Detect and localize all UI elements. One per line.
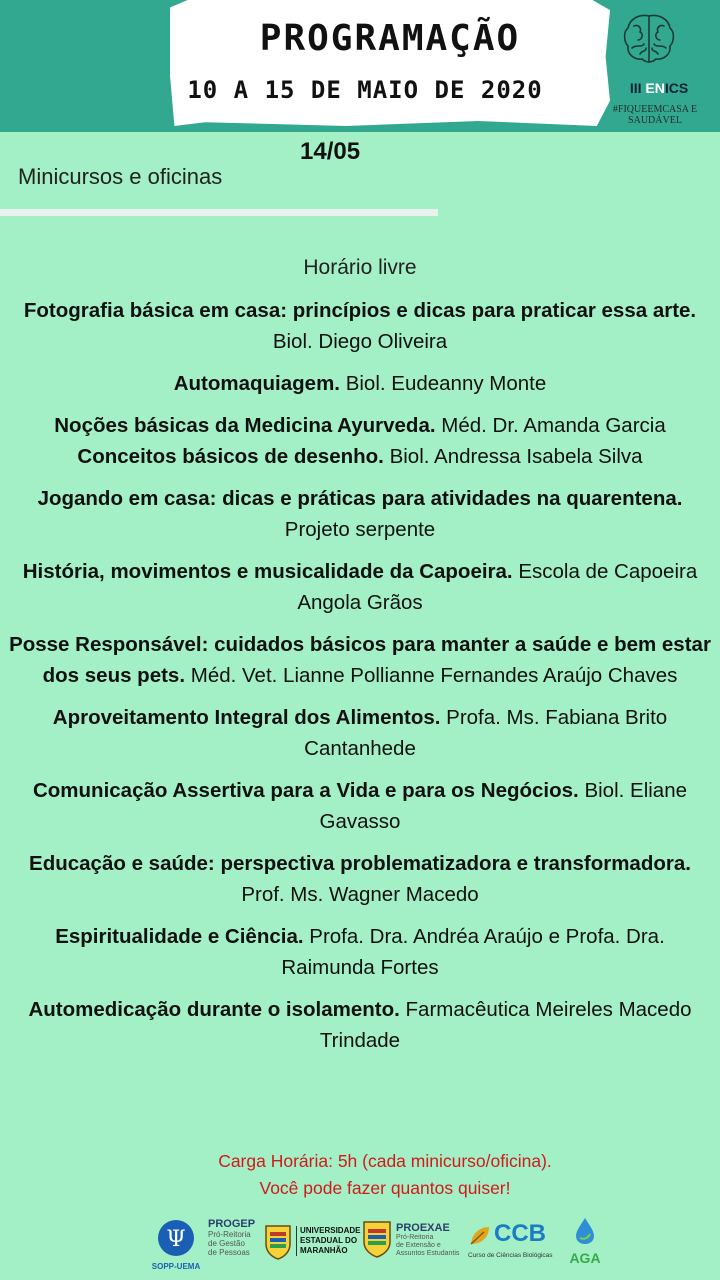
list-item — [8, 994, 712, 1056]
list-item — [8, 295, 712, 357]
brain-icon — [620, 10, 678, 68]
list-item — [8, 921, 712, 983]
uema-logo: UNIVERSIDADE ESTADUAL DO MARANHÃO — [264, 1222, 354, 1266]
item-speaker: Farmacêutica Meireles Macedo Trindade — [319, 998, 692, 1052]
section-title: Minicursos e oficinas — [18, 164, 223, 189]
proexae-logo: PROEXAE Pró-Reitoria de Extensão e Assuntos Estudantis — [362, 1220, 466, 1268]
item-title: Jogando em casa: dicas e práticas para atividades na quarentena. — [37, 487, 683, 510]
list-item — [8, 848, 712, 910]
list-item — [8, 702, 712, 764]
svg-text:Ψ: Ψ — [166, 1227, 186, 1252]
workload-line: Carga Horária: 5h (cada minicurso/oficina). — [218, 1151, 552, 1171]
item-title: História, movimentos e musicalidade da Capoeira. — [22, 560, 513, 583]
item-speaker: Profa. Dra. Andréa Araújo e Profa. Dra. Raimunda Fortes — [281, 925, 665, 979]
list-item — [8, 556, 712, 618]
list-item — [8, 410, 712, 441]
uema-crest-icon — [264, 1224, 292, 1260]
list-item — [8, 629, 712, 691]
water-drop-icon — [568, 1216, 602, 1246]
ccb-logo: CCB Curso de Ciências Biológicas — [468, 1220, 553, 1259]
page-title: PROGRAMAÇÃO — [259, 18, 521, 59]
item-speaker: Escola de Capoeira Angola Grãos — [297, 560, 698, 614]
item-title: Automaquiagem. — [173, 372, 340, 395]
workload-note — [160, 1148, 610, 1202]
event-hashtag: #FIQUEEMCASA E SAUDÁVEL — [612, 104, 698, 126]
workload-line: Você pode fazer quantos quiser! — [259, 1178, 511, 1198]
event-name: III ENICS — [629, 80, 689, 96]
item-speaker: Prof. Ms. Wagner Macedo — [241, 883, 479, 906]
item-speaker: Biol. Eudeanny Monte — [345, 372, 547, 395]
item-speaker: Méd. Dr. Amanda Garcia — [441, 414, 666, 437]
item-title: Aproveitamento Integral dos Alimentos. — [52, 706, 441, 729]
list-item — [8, 483, 712, 545]
event-dates: 10 A 15 DE MAIO DE 2020 — [187, 76, 543, 104]
item-title: Conceitos básicos de desenho. — [77, 445, 384, 468]
item-speaker: Biol. Diego Oliveira — [272, 330, 448, 353]
list-item — [8, 368, 712, 399]
item-title: Educação e saúde: perspectiva problematizadora e transformadora. — [29, 852, 691, 875]
sponsor-logos — [150, 1214, 620, 1274]
sopp-emblem-icon — [150, 1218, 202, 1258]
sopp-logo: Ψ SOPP-UEMA — [150, 1218, 202, 1268]
item-title: Fotografia básica em casa: princípios e dicas para praticar essa arte. — [23, 299, 697, 322]
schedule-list — [8, 252, 712, 1067]
item-title: Noções básicas da Medicina Ayurveda. — [54, 414, 436, 437]
item-speaker: Méd. Vet. Lianne Pollianne Fernandes Araújo Chaves — [190, 664, 678, 687]
progep-logo: PROGEP Pró-Reitoria de Gestão de Pessoas — [208, 1218, 256, 1257]
item-title: Automedicação durante o isolamento. — [28, 998, 400, 1021]
day-heading: 14/05 — [300, 138, 361, 165]
item-speaker: Biol. Eliane Gavasso — [319, 779, 688, 833]
free-time-label: Horário livre — [303, 256, 417, 279]
aga-logo: AGA — [568, 1216, 608, 1270]
item-speaker: Biol. Andressa Isabela Silva — [389, 445, 643, 468]
item-title: Espiritualidade e Ciência. — [55, 925, 304, 948]
item-title: Posse Responsável: cuidados básicos para manter a saúde e bem estar dos seus pets. — [9, 633, 711, 687]
leaf-icon — [468, 1224, 492, 1248]
section-divider — [0, 209, 438, 216]
item-speaker: Profa. Ms. Fabiana Brito Cantanhede — [304, 706, 668, 760]
item-speaker: Projeto serpente — [284, 518, 436, 541]
proexae-crest-icon — [362, 1220, 392, 1258]
item-title: Comunicação Assertiva para a Vida e para os Negócios. — [32, 779, 579, 802]
list-item — [8, 775, 712, 837]
list-item — [8, 441, 712, 472]
